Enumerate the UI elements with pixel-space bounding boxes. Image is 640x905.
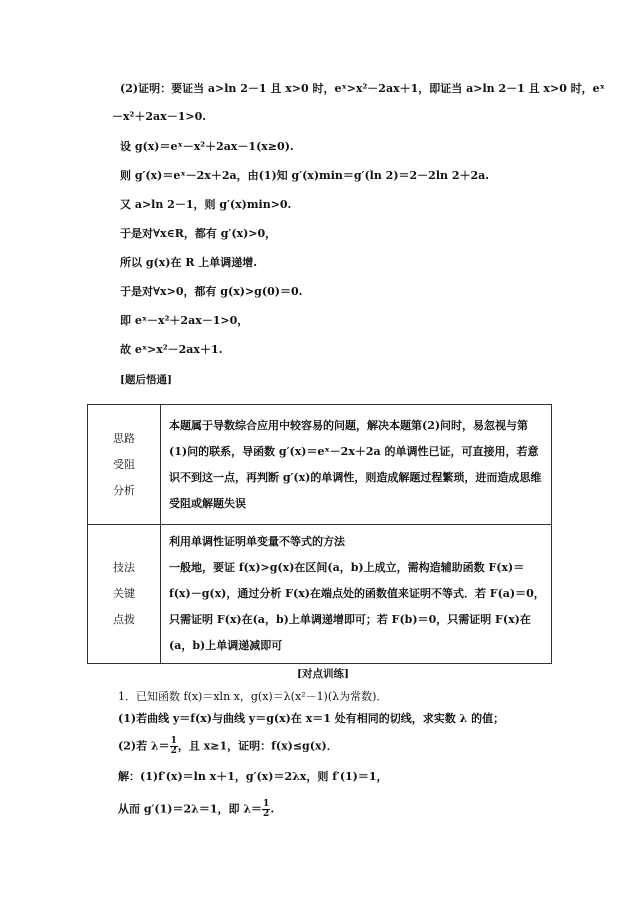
proof-line-2: －x²＋2ax－1>0.: [112, 110, 207, 123]
exercise-part-1: (1)若曲线 y＝f(x)与曲线 y＝g(x)在 x＝1 处有相同的切线，求实数 λ 的值；: [118, 712, 505, 725]
row-head-technique: 技法 关键 点拨: [88, 525, 161, 664]
solution-line-2: 从而 g′(1)＝2λ＝1，即 λ＝ $\frac{1}{2}$ .: [118, 799, 275, 819]
technique-title: 利用单调性证明单变量不等式的方法: [169, 535, 345, 548]
proof-line-1: (2)证明：要证当 a>ln 2－1 且 x>0 时，eˣ>x²－2ax＋1，即证当 a>ln 2－1 且 x>0 时，eˣ: [120, 82, 605, 95]
row-body-technique: [161, 525, 552, 664]
fraction: $\frac{1}{2}$: [263, 799, 270, 819]
proof-line-4: 则 g′(x)＝eˣ－2x＋2a，由(1)知 g′(x)min＝g′(ln 2)＝2－2ln 2＋2a.: [120, 169, 490, 182]
solution-line-1: 解：(1)f′(x)＝ln x＋1，g′(x)＝2λx，则 f′(1)＝1，: [118, 770, 388, 783]
proof-line-10: 故 eˣ>x²－2ax＋1.: [120, 343, 223, 356]
training-label: [对点训练]: [297, 668, 349, 680]
proof-line-7: 所以 g(x)在 R 上单调递增.: [120, 256, 258, 269]
exercise-part-2: (2)若 λ＝ $\frac{1}{2}$ ，且 x≥1，证明：f(x)≤g(x)．: [118, 736, 338, 756]
exercise-question: 1．已知函数 f(x)＝xln x，g(x)＝λ(x²－1)(λ为常数)．: [118, 690, 388, 703]
technique-text: 一般地，要证 f(x)>g(x)在区间(a，b)上成立，需构造辅助函数 F(x)＝f(x)－g(x)，通过分析 F(x)在端点处的函数值来证明不等式．若 F(a)＝0，只需证明 F(x)在(a，b)上单调递增即可；若 F(b)＝0，只需证明 F(x)在(a，b)上单调递减即可: [169, 561, 545, 652]
proof-line-5: 又 a>ln 2－1，则 g′(x)min>0.: [120, 198, 292, 211]
proof-line-9: 即 eˣ－x²＋2ax－1>0，: [120, 314, 249, 327]
proof-line-8: 于是对∀x>0，都有 g(x)>g(0)＝0.: [120, 285, 303, 298]
table-row: [88, 405, 552, 525]
row-head-obstacle: 思路 受阻 分析: [88, 405, 161, 525]
proof-line-3: 设 g(x)＝eˣ－x²＋2ax－1(x≥0).: [120, 140, 294, 153]
proof-line-6: 于是对∀x∈R，都有 g′(x)>0，: [120, 227, 277, 240]
section-label: [题后悟通]: [120, 374, 172, 386]
table-row: [88, 525, 552, 664]
row-body-obstacle: 本题属于导数综合应用中较容易的问题，解决本题第(2)问时，易忽视与第(1)问的联系，导函数 g′(x)＝eˣ－2x＋2a 的单调性已证，可直接用，若意识不到这一点，再判断 g′(x)的单调性，则造成解题过程繁琐，进而造成思维受阻或解题失误: [161, 405, 552, 525]
summary-table: [87, 404, 552, 664]
fraction: $\frac{1}{2}$: [170, 736, 177, 756]
